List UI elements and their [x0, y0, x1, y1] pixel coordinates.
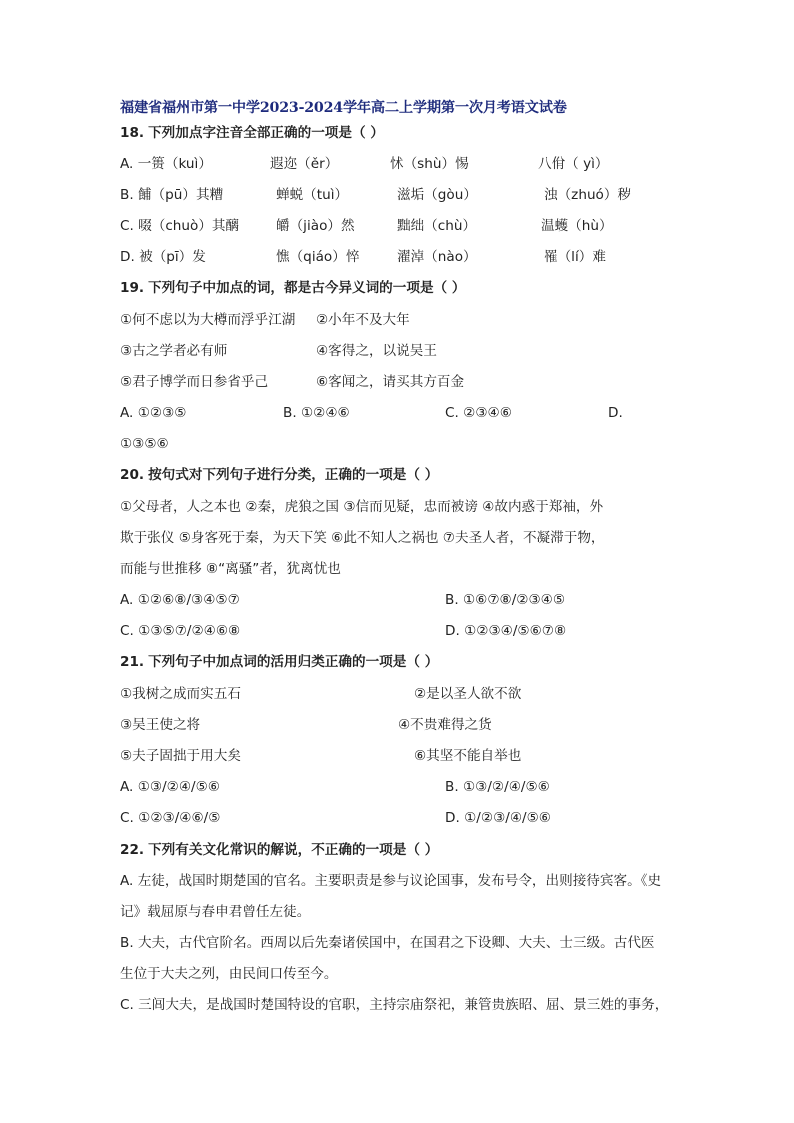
- option-c-1: C. 啜（chuò）其醨: [120, 218, 240, 234]
- question-22: [120, 840, 438, 860]
- option-b-2: 蝉蜕（tuì）: [276, 187, 349, 203]
- option-b-1: B. 餔（pū）其糟: [120, 187, 224, 203]
- option-c-3: 黜绌（chù）: [397, 218, 477, 234]
- option-a-2: 遐迩（ěr）: [270, 156, 339, 172]
- question-number: 20.: [120, 467, 145, 483]
- option-a: A. ①②③⑤: [120, 405, 187, 421]
- option-b: B. ①③/②/④/⑤⑥: [445, 779, 550, 795]
- option-d: D. ①/②③/④/⑤⑥: [445, 810, 551, 826]
- question-number: 22.: [120, 842, 145, 858]
- option-b-line-1: B. 大夫，古代官阶名。西周以后先秦诸侯国中，在国君之下设卿、大夫、士三级。古代医: [120, 935, 655, 951]
- item-5: ⑤君子博学而日参省乎己: [120, 374, 269, 390]
- question-number: 19.: [120, 280, 145, 296]
- item-4: ④客得之，以说吴王: [316, 343, 437, 359]
- option-a-line-1: A. 左徒，战国时期楚国的官名。主要职责是参与议论国事，发布号令，出则接待宾客。《史: [120, 873, 662, 889]
- option-c: C. ①②③/④⑥/⑤: [120, 810, 221, 826]
- option-a-4: 八佾（ yì）: [538, 156, 609, 172]
- option-c: C. ②③④⑥: [445, 405, 512, 421]
- sentence-line-1: ①父母者，人之本也 ②秦，虎狼之国 ③信而见疑，忠而被谤 ④故内惑于郑袖，外: [120, 499, 604, 515]
- question-stem: 下列有关文化常识的解说，不正确的一项是（ ）: [148, 842, 439, 858]
- sentence-line-2: 欺于张仪 ⑤身客死于秦，为天下笑 ⑥此不知人之祸也 ⑦夫圣人者，不凝滞于物，: [120, 530, 605, 546]
- option-d-1: D. 被（pī）发: [120, 249, 206, 265]
- option-d-2: 憔（qiáo）悴: [276, 249, 360, 265]
- option-c: C. ①③⑤⑦/②④⑥⑧: [120, 623, 241, 639]
- question-20: [120, 465, 438, 485]
- question-number: 18.: [120, 125, 145, 141]
- item-6: ⑥客闻之，请买其方百金: [316, 374, 465, 390]
- option-a-3: 怵（shù）惕: [390, 156, 469, 172]
- option-b-3: 滋垢（gòu）: [397, 187, 477, 203]
- item-3: ③古之学者必有师: [120, 343, 228, 359]
- option-d: D. ①②③④/⑤⑥⑦⑧: [445, 623, 567, 639]
- item-1: ①我树之成而实五石: [120, 686, 241, 702]
- item-3: ③吴王使之将: [120, 717, 201, 733]
- option-b-4: 浊（zhuó）秽: [544, 187, 632, 203]
- question-19: [120, 278, 465, 298]
- option-c-2: 皭（jiào）然: [276, 218, 355, 234]
- question-number: 21.: [120, 654, 145, 670]
- option-d: D.: [608, 405, 623, 421]
- option-b-line-2: 生位于大夫之列，由民间口传至今。: [120, 966, 338, 982]
- option-a-1: A. 一篑（kuì）: [120, 156, 212, 172]
- question-18: [120, 123, 384, 143]
- item-2: ②是以圣人欲不欲: [414, 686, 522, 702]
- option-c-line-1: C. 三闾大夫，是战国时楚国特设的官职，主持宗庙祭祀，兼管贵族昭、屈、景三姓的事务，: [120, 997, 669, 1013]
- question-stem: 下列加点字注音全部正确的一项是（ ）: [148, 125, 384, 141]
- item-5: ⑤夫子固拙于用大矣: [120, 748, 241, 764]
- option-d-continued: ①③⑤⑥: [120, 436, 169, 452]
- option-a: A. ①③/②④/⑤⑥: [120, 779, 220, 795]
- sentence-line-3: 而能与世推移 ⑧“离骚”者，犹离忧也: [120, 561, 341, 577]
- item-2: ②小年不及大年: [316, 312, 410, 328]
- option-d-3: 濯淖（nào）: [397, 249, 477, 265]
- item-1: ①何不虑以为大樽而浮乎江湖: [120, 312, 296, 328]
- option-b: B. ①②④⑥: [283, 405, 350, 421]
- question-21: [120, 652, 438, 672]
- option-c-4: 温蠖（hù）: [541, 218, 613, 234]
- question-stem: 按句式对下列句子进行分类，正确的一项是（ ）: [148, 467, 439, 483]
- option-a: A. ①②⑥⑧/③④⑤⑦: [120, 592, 240, 608]
- option-a-line-2: 记》载屈原与春申君曾任左徒。: [120, 904, 311, 920]
- item-4: ④不贵难得之货: [398, 717, 492, 733]
- exam-title: 福建省福州市第一中学2023-2024学年高二上学期第一次月考语文试卷: [120, 100, 567, 116]
- option-d-4: 罹（lí）难: [544, 249, 606, 265]
- question-stem: 下列句子中加点的词，都是古今异义词的一项是（ ）: [148, 280, 466, 296]
- item-6: ⑥其坚不能自举也: [414, 748, 522, 764]
- option-b: B. ①⑥⑦⑧/②③④⑤: [445, 592, 566, 608]
- question-stem: 下列句子中加点词的活用归类正确的一项是（ ）: [148, 654, 439, 670]
